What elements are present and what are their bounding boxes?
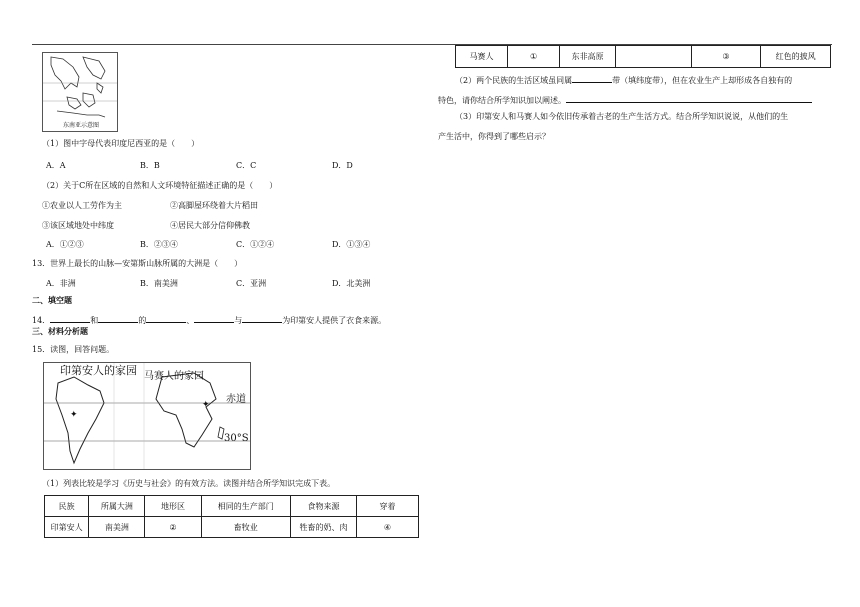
q14-number: 14． — [32, 316, 51, 325]
q14-word-and: 和 — [90, 316, 99, 325]
q15-sub1: （1）列表比较是学习《历史与社会》的有效方法。读图并结合所学知识完成下表。 — [42, 479, 336, 488]
q13-option-d[interactable]: D．北美洲 — [332, 279, 371, 288]
table-row-maasai — [456, 46, 831, 68]
q15-sub3-line1: （3）印第安人和马赛人如今依旧传承着古老的生产生活方式。结合所学知识说说，从他们的生 — [455, 112, 789, 121]
cell-maasai-continent[interactable]: ① — [508, 46, 560, 68]
map-label-indian-home: 印第安人的家园 — [60, 364, 137, 377]
southeast-asia-map — [42, 52, 118, 132]
th-production-sector: 相同的生产部门 — [201, 496, 290, 517]
q12-statement-2: ②高脚屋环绕着大片稻田 — [170, 201, 258, 210]
cell-maasai-landform: 东非高原 — [560, 46, 616, 68]
q15-sub3-line2: 产生活中，你得到了哪些启示？ — [438, 132, 550, 141]
th-clothing: 穿着 — [356, 496, 418, 517]
q15-sub2-part-b: 带（填纬度带），但在农业生产上却形成各自独有的 — [612, 76, 793, 85]
q12-sub1-option-d[interactable]: D．D — [332, 161, 353, 170]
svg-text:✦: ✦ — [202, 400, 210, 410]
q14-blank-1[interactable] — [50, 314, 90, 323]
q13-option-a[interactable]: A．非洲 — [46, 279, 76, 288]
q12-sub1-option-a[interactable]: A．A — [46, 161, 66, 170]
q14-word-with: 与 — [234, 316, 243, 325]
southeast-asia-map-drawing — [43, 53, 117, 131]
cell-maasai-clothing: 红色的披风 — [761, 46, 831, 68]
cell-indian-landform[interactable]: ② — [145, 517, 201, 538]
q14-line — [32, 314, 386, 326]
q15-stem: 15．读图，回答问题。 — [32, 345, 115, 354]
map-label-maasai-home: 马赛人的家园 — [144, 371, 204, 382]
table-row-indian — [45, 517, 419, 538]
q12-sub1-option-b[interactable]: B．B — [140, 161, 160, 170]
cell-indian-clothing[interactable]: ④ — [356, 517, 418, 538]
q13-option-c[interactable]: C．亚洲 — [236, 279, 267, 288]
th-ethnic-group: 民族 — [45, 496, 89, 517]
q12-statement-4: ④居民大部分信仰佛教 — [170, 221, 250, 230]
q13-option-b[interactable]: B．南美洲 — [140, 279, 178, 288]
q15-sub2-blank-answer[interactable] — [566, 94, 812, 103]
q12-sub2-option-a[interactable]: A．①②③ — [46, 240, 84, 249]
world-map-indian-maasai — [43, 362, 251, 470]
q15-sub2-line1 — [455, 74, 792, 86]
cell-indian-food: 牲畜的奶、肉 — [290, 517, 356, 538]
q12-sub1: （1）图中字母代表印度尼西亚的是（ ） — [42, 139, 200, 148]
table-header-row — [45, 496, 419, 517]
q15-sub2-part-a: （2）两个民族的生活区域虽同属 — [455, 76, 573, 85]
cell-maasai-food[interactable]: ③ — [691, 46, 761, 68]
cell-indian-continent: 南美洲 — [89, 517, 145, 538]
map1-caption: 东南亚示意图 — [63, 122, 100, 129]
th-food-source: 食物来源 — [290, 496, 356, 517]
cell-indian-name: 印第安人 — [45, 517, 89, 538]
svg-text:✦: ✦ — [70, 410, 78, 420]
q13-stem: 13．世界上最长的山脉—安第斯山脉所属的大洲是（ ） — [32, 259, 243, 268]
map-label-30s: 30°S — [224, 433, 249, 444]
q14-separator: 、 — [186, 316, 195, 325]
comparison-table-part2 — [455, 45, 831, 68]
q15-sub2-part-c: 特色，请你结合所学知识加以阐述。 — [438, 96, 566, 105]
q12-sub2-option-c[interactable]: C．①②④ — [236, 240, 275, 249]
map-label-equator: 赤道 — [226, 394, 246, 405]
q15-sub2-blank-belt[interactable] — [572, 74, 612, 83]
q12-sub2-option-d[interactable]: D．①③④ — [332, 240, 371, 249]
q12-sub2: （2）关于C所在区域的自然和人文环境特征描述正确的是（ ） — [42, 181, 278, 190]
section-title-fill-blank: 二、填空题 — [32, 296, 72, 305]
cell-maasai-sector — [616, 46, 691, 68]
q14-blank-2[interactable] — [98, 314, 138, 323]
q14-blank-4[interactable] — [194, 314, 234, 323]
q15-sub2-line2 — [438, 94, 812, 106]
q12-statement-3: ③该区域地处中纬度 — [42, 221, 114, 230]
comparison-table-part1 — [44, 495, 419, 538]
q12-statement-1: ①农业以人工劳作为主 — [42, 201, 122, 210]
th-continent: 所属大洲 — [89, 496, 145, 517]
q14-word-of: 的 — [138, 316, 147, 325]
cell-shared-sector: 畜牧业 — [201, 517, 290, 538]
q12-sub1-option-c[interactable]: C．C — [236, 161, 257, 170]
q12-sub2-option-b[interactable]: B．②③④ — [140, 240, 178, 249]
q14-blank-5[interactable] — [242, 314, 282, 323]
th-landform: 地形区 — [145, 496, 201, 517]
q14-tail: 为印第安人提供了衣食来源。 — [282, 316, 387, 325]
cell-maasai-name: 马赛人 — [456, 46, 508, 68]
q14-blank-3[interactable] — [146, 314, 186, 323]
section-title-material-analysis: 三、材料分析题 — [32, 327, 88, 336]
